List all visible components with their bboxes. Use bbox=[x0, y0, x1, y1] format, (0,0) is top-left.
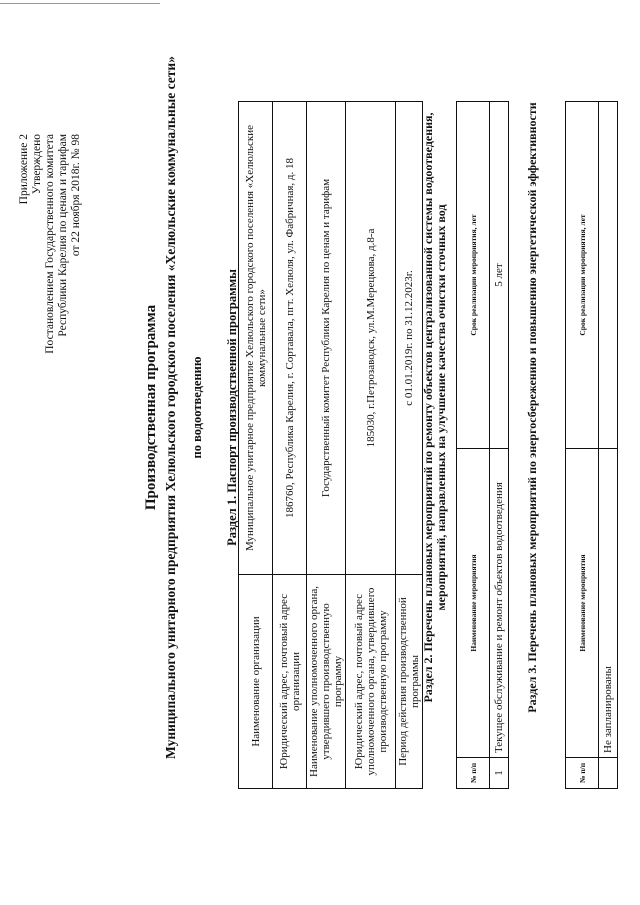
appendix-label: Приложение 2 bbox=[18, 134, 30, 205]
table-header-row bbox=[457, 102, 490, 789]
section2-title-line2: мероприятий, направленных на улучшение качества очистки сточных вод bbox=[434, 204, 448, 611]
table-row bbox=[273, 102, 307, 789]
repair-events-table bbox=[456, 101, 509, 789]
passport-value: 186760, Республика Карелия, г. Сортавала, пгт. Хелюля, ул. Фабричная, д. 18 bbox=[273, 102, 307, 575]
column-header-num: № п/п bbox=[457, 758, 490, 789]
passport-label: Период действия производственной программы bbox=[396, 575, 423, 789]
passport-label: Юридический адрес, почтовый адрес уполномоченного органа, утвердившего производственную программу bbox=[346, 575, 396, 789]
column-header-name: Наименование мероприятия bbox=[566, 449, 599, 758]
row-num: 1 bbox=[490, 758, 509, 789]
column-header-term: Срок реализации мероприятия, лет bbox=[566, 102, 599, 449]
column-header-name: Наименование мероприятия bbox=[457, 449, 490, 758]
passport-label: Юридический адрес, почтовый адрес организации bbox=[273, 575, 307, 789]
column-header-num: № п/п bbox=[566, 758, 599, 789]
approval-date: от 22 ноября 2018г. № 98 bbox=[70, 134, 82, 257]
passport-label: Наименование уполномоченного органа, утвердившего производственную программу bbox=[307, 575, 346, 789]
document-subtitle-service: по водоотведению bbox=[190, 356, 204, 459]
document-title: Производственная программа bbox=[143, 304, 159, 511]
passport-value: с 01.01.2019г. по 31.12.2023г. bbox=[396, 102, 423, 575]
section1-title: Раздел 1. Паспорт производственной программы bbox=[225, 269, 239, 546]
passport-label: Наименование организации bbox=[239, 575, 273, 789]
energy-events-table bbox=[565, 101, 618, 789]
row-num bbox=[599, 758, 618, 789]
approval-authority-line2: Республики Карелия по ценам и тарифам bbox=[57, 134, 69, 337]
table-row bbox=[490, 102, 509, 789]
table-row bbox=[239, 102, 273, 789]
section2-title bbox=[422, 0, 448, 815]
passport-value: Государственный комитет Республики Карелия по ценам и тарифам bbox=[307, 102, 346, 575]
approval-block bbox=[18, 134, 83, 534]
document-subtitle: Муниципального унитарного предприятия Хелюльского городского поселения «Хелюльские коммунальные сети» bbox=[163, 56, 178, 759]
row-name: Текущее обслуживание и ремонт объектов водоотведения bbox=[490, 449, 509, 758]
approval-authority-line1: Постановлением Государственного комитета bbox=[44, 134, 56, 354]
approved-label: Утверждено bbox=[31, 134, 43, 195]
table-row bbox=[346, 102, 396, 789]
section2-title-line1: Раздел 2. Перечень плановых мероприятий по ремонту объектов централизованной системы водоотведения, bbox=[421, 112, 435, 703]
table-row bbox=[599, 102, 618, 789]
table-row bbox=[307, 102, 346, 789]
row-name: Не запланированы bbox=[599, 449, 618, 758]
table-header-row bbox=[566, 102, 599, 789]
column-header-term: Срок реализации мероприятия, лет bbox=[457, 102, 490, 449]
passport-table bbox=[238, 101, 423, 789]
passport-value: Муниципальное унитарное предприятие Хелюльского городского поселения «Хелюльские коммунальные сети» bbox=[239, 102, 273, 575]
passport-value: 185030, г.Петрозаводск, ул.М.Мерецкова, д.8-а bbox=[346, 102, 396, 575]
section3-title: Раздел 3. Перечень плановых мероприятий по энергосбережению и повышению энергетической эффективности bbox=[525, 102, 539, 713]
row-term: 5 лет bbox=[490, 102, 509, 449]
table-row bbox=[396, 102, 423, 789]
row-term bbox=[599, 102, 618, 449]
